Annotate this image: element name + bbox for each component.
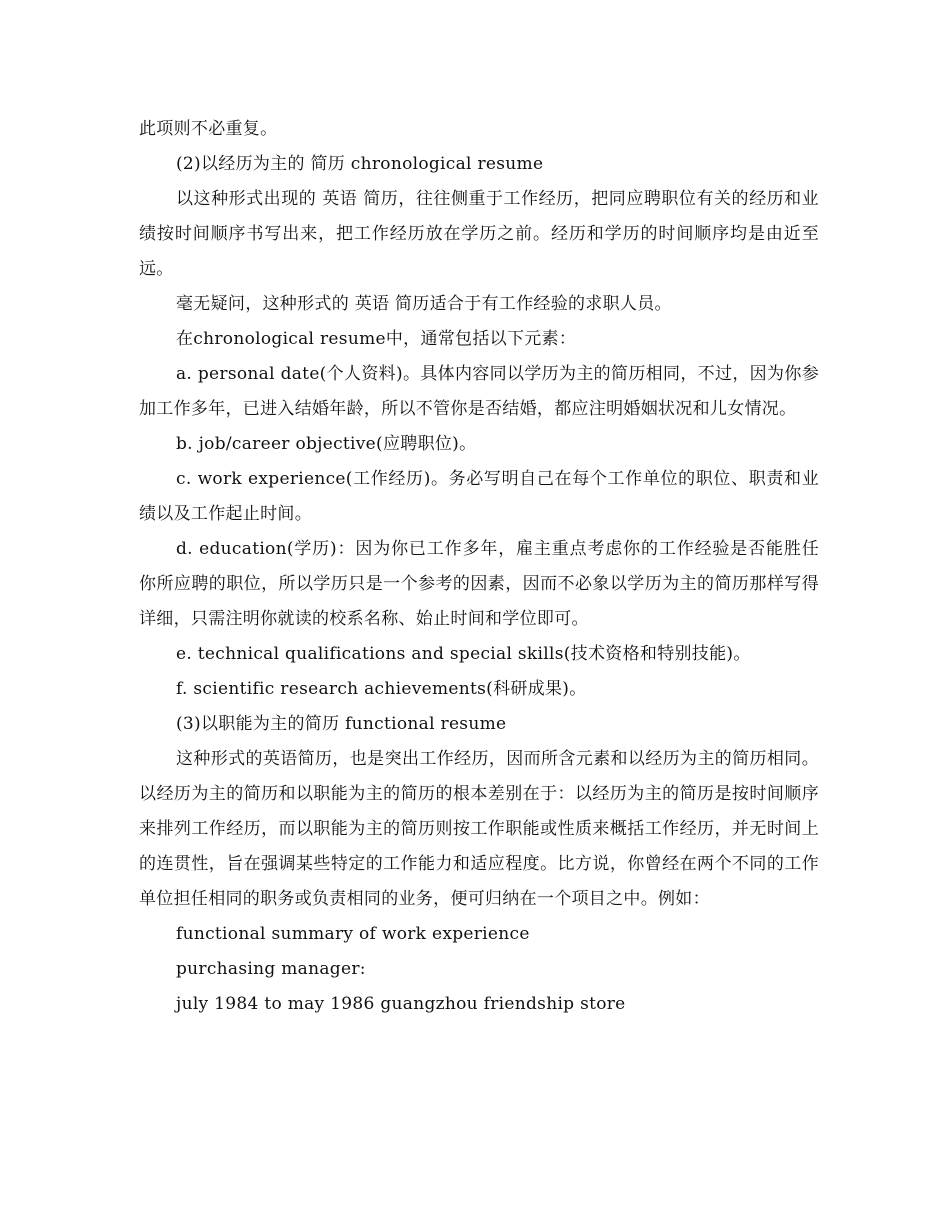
example-line-dates: july 1984 to may 1986 guangzhou friendship store: [176, 994, 626, 1014]
document-body: [139, 112, 819, 1022]
list-item-technical-skills: e. technical qualifications and special skills(技术资格和特别技能)。: [176, 644, 751, 664]
list-item-personal-data: a. personal date(个人资料)。具体内容同以学历为主的简历相同，不过，因为你参加工作多年，已进入结婚年龄，所以不管你是否结婚，都应注明婚姻状况和儿女情况。: [139, 364, 819, 419]
paragraph-continuation: 此项则不必重复。: [139, 119, 278, 139]
example-line-summary: functional summary of work experience: [176, 924, 530, 944]
list-item-objective: b. job/career objective(应聘职位)。: [176, 434, 477, 454]
paragraph-elements-intro: 在chronological resume中，通常包括以下元素：: [176, 329, 577, 349]
list-item-education: d. education(学历)：因为你已工作多年，雇主重点考虑你的工作经验是否能胜任你所应聘的职位，所以学历只是一个参考的因素，因而不必象以学历为主的简历那样写得详细，只需注明你就读的校系名称、始止时间和学位即可。: [139, 539, 819, 629]
example-line-position: purchasing manager:: [176, 959, 366, 979]
section-heading-chronological: (2)以经历为主的 简历 chronological resume: [176, 154, 544, 174]
list-item-work-experience: c. work experience(工作经历)。务必写明自己在每个工作单位的职位、职责和业绩以及工作起止时间。: [139, 469, 819, 524]
paragraph-functional-intro: 这种形式的英语简历，也是突出工作经历，因而所含元素和以经历为主的简历相同。以经历为主的简历和以职能为主的简历的根本差别在于：以经历为主的简历是按时间顺序来排列工作经历，而以职能为主的简历则按工作职能或性质来概括工作经历，并无时间上的连贯性，旨在强调某些特定的工作能力和适应程度。比方说，你曾经在两个不同的工作单位担任相同的职务或负责相同的业务，便可归纳在一个项目之中。例如：: [139, 749, 819, 909]
section-heading-functional: (3)以职能为主的简历 functional resume: [176, 714, 507, 734]
paragraph-suitability: 毫无疑问，这种形式的 英语 简历适合于有工作经验的求职人员。: [176, 294, 672, 314]
list-item-research: f. scientific research achievements(科研成果)。: [176, 679, 587, 699]
paragraph-chronological-intro: 以这种形式出现的 英语 简历，往往侧重于工作经历，把同应聘职位有关的经历和业绩按时间顺序书写出来，把工作经历放在学历之前。经历和学历的时间顺序均是由近至远。: [139, 189, 819, 279]
